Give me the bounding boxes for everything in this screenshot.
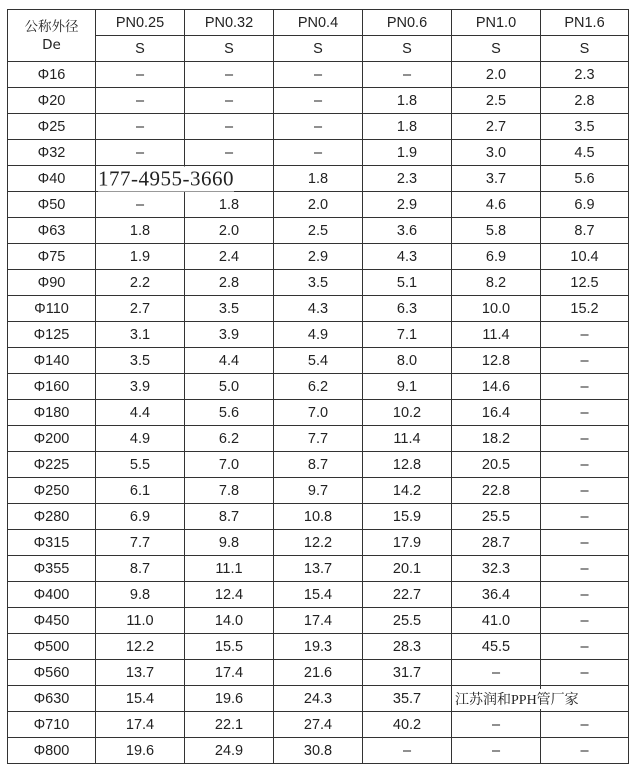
thickness-cell: –	[541, 348, 629, 374]
thickness-cell: 30.8	[274, 738, 363, 764]
table-row	[8, 296, 629, 322]
thickness-cell: –	[541, 556, 629, 582]
table-row	[8, 114, 629, 140]
thickness-cell: 3.1	[96, 322, 185, 348]
nominal-diameter-header	[8, 10, 96, 62]
thickness-cell: 2.8	[185, 270, 274, 296]
diameter-cell: Φ25	[8, 114, 96, 140]
thickness-cell: 4.6	[452, 192, 541, 218]
thickness-cell: 2.9	[363, 192, 452, 218]
diameter-cell: Φ200	[8, 426, 96, 452]
thickness-cell: 5.8	[452, 218, 541, 244]
thickness-cell: 6.3	[363, 296, 452, 322]
thickness-cell: 17.4	[185, 660, 274, 686]
pn-header: PN0.6	[363, 10, 452, 36]
table-row	[8, 582, 629, 608]
thickness-cell: –	[452, 738, 541, 764]
thickness-cell: 21.6	[274, 660, 363, 686]
diameter-cell: Φ110	[8, 296, 96, 322]
thickness-cell: 10.0	[452, 296, 541, 322]
thickness-cell: 8.7	[541, 218, 629, 244]
table-row	[8, 634, 629, 660]
thickness-cell: 3.6	[363, 218, 452, 244]
thickness-cell: 19.3	[274, 634, 363, 660]
thickness-cell: 1.9	[96, 244, 185, 270]
s-header: S	[363, 36, 452, 62]
thickness-cell: 2.8	[541, 88, 629, 114]
diameter-cell: Φ20	[8, 88, 96, 114]
thickness-cell: –	[541, 478, 629, 504]
table-row	[8, 166, 629, 192]
thickness-cell: 35.7	[363, 686, 452, 712]
thickness-cell: 9.1	[363, 374, 452, 400]
pn-header: PN0.32	[185, 10, 274, 36]
thickness-cell: 20.1	[363, 556, 452, 582]
thickness-cell: 22.8	[452, 478, 541, 504]
thickness-cell: 6.9	[96, 504, 185, 530]
thickness-cell: –	[452, 660, 541, 686]
thickness-cell: –	[96, 192, 185, 218]
thickness-cell: 7.0	[185, 452, 274, 478]
thickness-cell: 3.0	[452, 140, 541, 166]
thickness-cell: 2.5	[452, 88, 541, 114]
thickness-cell: –	[541, 530, 629, 556]
pn-header: PN0.4	[274, 10, 363, 36]
table-row	[8, 426, 629, 452]
thickness-cell: 14.0	[185, 608, 274, 634]
thickness-cell: 7.0	[274, 400, 363, 426]
thickness-cell: 7.7	[96, 530, 185, 556]
thickness-cell: 6.1	[96, 478, 185, 504]
s-header: S	[541, 36, 629, 62]
thickness-cell: 1.8	[274, 166, 363, 192]
thickness-cell: 40.2	[363, 712, 452, 738]
thickness-cell: 18.2	[452, 426, 541, 452]
diameter-cell: Φ630	[8, 686, 96, 712]
diameter-cell: Φ225	[8, 452, 96, 478]
thickness-cell: 1.8	[363, 88, 452, 114]
thickness-cell: –	[541, 738, 629, 764]
brand-overlay-cell	[452, 686, 579, 712]
thickness-cell: 6.9	[541, 192, 629, 218]
de-label: De	[42, 36, 61, 53]
thickness-cell: 12.5	[541, 270, 629, 296]
thickness-cell: 6.2	[185, 426, 274, 452]
thickness-cell: 10.4	[541, 244, 629, 270]
thickness-cell: 12.8	[363, 452, 452, 478]
thickness-cell: 25.5	[363, 608, 452, 634]
thickness-cell: 2.0	[452, 62, 541, 88]
table-row	[8, 738, 629, 764]
thickness-cell: –	[541, 322, 629, 348]
thickness-cell: –	[185, 88, 274, 114]
thickness-cell: 4.9	[96, 426, 185, 452]
thickness-cell: 7.1	[363, 322, 452, 348]
thickness-cell: –	[185, 62, 274, 88]
thickness-cell: 4.3	[274, 296, 363, 322]
thickness-cell: 13.7	[96, 660, 185, 686]
phone-overlay-cell	[96, 166, 234, 192]
thickness-cell: 11.0	[96, 608, 185, 634]
diameter-cell: Φ500	[8, 634, 96, 660]
nominal-diameter-label: 公称外径	[24, 18, 79, 35]
thickness-cell: 2.7	[452, 114, 541, 140]
diameter-cell: Φ125	[8, 322, 96, 348]
table-row	[8, 270, 629, 296]
thickness-cell: 14.2	[363, 478, 452, 504]
table-body	[8, 62, 629, 764]
table-row	[8, 660, 629, 686]
table-row	[8, 478, 629, 504]
thickness-cell: 5.6	[541, 166, 629, 192]
thickness-cell: –	[96, 62, 185, 88]
diameter-cell: Φ140	[8, 348, 96, 374]
table-row	[8, 244, 629, 270]
table-row	[8, 62, 629, 88]
thickness-cell: –	[96, 114, 185, 140]
diameter-cell: Φ450	[8, 608, 96, 634]
thickness-cell: 19.6	[185, 686, 274, 712]
thickness-cell: 3.5	[274, 270, 363, 296]
diameter-cell: Φ180	[8, 400, 96, 426]
thickness-cell: 12.8	[452, 348, 541, 374]
thickness-cell: 4.4	[96, 400, 185, 426]
thickness-cell: 4.5	[541, 140, 629, 166]
thickness-cell: 12.2	[96, 634, 185, 660]
thickness-cell: 24.3	[274, 686, 363, 712]
thickness-cell: 2.9	[274, 244, 363, 270]
wall-thickness-table	[7, 9, 629, 764]
table-row	[8, 192, 629, 218]
thickness-cell: 1.9	[363, 140, 452, 166]
thickness-cell: 27.4	[274, 712, 363, 738]
thickness-cell: 15.9	[363, 504, 452, 530]
phone-number-text: 177-4955-3660	[98, 166, 234, 190]
thickness-cell: 3.5	[541, 114, 629, 140]
thickness-cell: 14.6	[452, 374, 541, 400]
diameter-cell: Φ400	[8, 582, 96, 608]
thickness-cell: –	[274, 140, 363, 166]
thickness-cell: 15.5	[185, 634, 274, 660]
diameter-cell: Φ280	[8, 504, 96, 530]
thickness-cell: 11.1	[185, 556, 274, 582]
thickness-cell: 9.8	[96, 582, 185, 608]
thickness-cell: –	[96, 140, 185, 166]
thickness-cell: 6.9	[452, 244, 541, 270]
diameter-cell: Φ40	[8, 166, 96, 192]
thickness-cell: 3.9	[185, 322, 274, 348]
thickness-cell: 17.4	[96, 712, 185, 738]
thickness-cell: 15.4	[274, 582, 363, 608]
thickness-cell: –	[541, 504, 629, 530]
thickness-cell: 17.4	[274, 608, 363, 634]
thickness-cell: 8.7	[185, 504, 274, 530]
thickness-cell: 8.2	[452, 270, 541, 296]
thickness-cell: 22.1	[185, 712, 274, 738]
thickness-cell: –	[363, 62, 452, 88]
thickness-cell: –	[96, 88, 185, 114]
table-row	[8, 712, 629, 738]
thickness-cell: –	[541, 400, 629, 426]
thickness-cell: 45.5	[452, 634, 541, 660]
thickness-cell: 7.8	[185, 478, 274, 504]
brand-text: 江苏润和PPH管厂家	[455, 689, 579, 709]
thickness-cell: 12.2	[274, 530, 363, 556]
thickness-cell: 1.8	[96, 218, 185, 244]
table-row	[8, 348, 629, 374]
thickness-cell: 10.8	[274, 504, 363, 530]
table-row	[8, 686, 629, 712]
thickness-cell: –	[274, 114, 363, 140]
thickness-cell: –	[185, 114, 274, 140]
thickness-cell: 13.7	[274, 556, 363, 582]
thickness-cell: –	[185, 140, 274, 166]
thickness-cell: 17.9	[363, 530, 452, 556]
thickness-cell: –	[452, 712, 541, 738]
diameter-cell: Φ50	[8, 192, 96, 218]
thickness-cell: 9.8	[185, 530, 274, 556]
thickness-cell: 3.7	[452, 166, 541, 192]
thickness-cell: 10.2	[363, 400, 452, 426]
thickness-cell: 11.4	[452, 322, 541, 348]
thickness-cell: 25.5	[452, 504, 541, 530]
table-row	[8, 218, 629, 244]
thickness-cell: 4.9	[274, 322, 363, 348]
thickness-cell: 15.2	[541, 296, 629, 322]
thickness-cell: 4.3	[363, 244, 452, 270]
thickness-cell: 6.2	[274, 374, 363, 400]
thickness-cell: 2.0	[274, 192, 363, 218]
thickness-cell: 11.4	[363, 426, 452, 452]
thickness-cell: –	[541, 582, 629, 608]
thickness-cell: –	[541, 634, 629, 660]
thickness-cell: 28.3	[363, 634, 452, 660]
thickness-cell: 2.4	[185, 244, 274, 270]
table-row	[8, 322, 629, 348]
thickness-cell: 5.4	[274, 348, 363, 374]
s-header: S	[274, 36, 363, 62]
thickness-cell: 2.7	[96, 296, 185, 322]
diameter-cell: Φ800	[8, 738, 96, 764]
thickness-cell: –	[541, 426, 629, 452]
thickness-cell: 8.7	[96, 556, 185, 582]
diameter-cell: Φ32	[8, 140, 96, 166]
thickness-cell: –	[541, 660, 629, 686]
thickness-cell: 8.7	[274, 452, 363, 478]
s-header: S	[452, 36, 541, 62]
thickness-cell: 4.4	[185, 348, 274, 374]
thickness-cell: 9.7	[274, 478, 363, 504]
diameter-cell: Φ160	[8, 374, 96, 400]
diameter-cell: Φ75	[8, 244, 96, 270]
thickness-cell: 2.3	[363, 166, 452, 192]
thickness-cell: 20.5	[452, 452, 541, 478]
thickness-cell: –	[274, 88, 363, 114]
table-row	[8, 88, 629, 114]
thickness-cell: 2.5	[274, 218, 363, 244]
table-row	[8, 504, 629, 530]
thickness-cell: 7.7	[274, 426, 363, 452]
table-row	[8, 374, 629, 400]
thickness-cell: 24.9	[185, 738, 274, 764]
thickness-cell: 12.4	[185, 582, 274, 608]
diameter-cell: Φ16	[8, 62, 96, 88]
diameter-cell: Φ710	[8, 712, 96, 738]
thickness-cell: 5.6	[185, 400, 274, 426]
table-row	[8, 530, 629, 556]
wall-thickness-table-wrapper	[7, 9, 629, 764]
thickness-cell: –	[541, 452, 629, 478]
diameter-cell: Φ355	[8, 556, 96, 582]
thickness-cell: –	[541, 374, 629, 400]
thickness-cell: 28.7	[452, 530, 541, 556]
diameter-cell: Φ560	[8, 660, 96, 686]
thickness-cell: –	[363, 738, 452, 764]
thickness-cell: 15.4	[96, 686, 185, 712]
thickness-cell: –	[541, 712, 629, 738]
thickness-cell: 1.8	[363, 114, 452, 140]
table-row	[8, 556, 629, 582]
thickness-cell: 22.7	[363, 582, 452, 608]
thickness-cell: 41.0	[452, 608, 541, 634]
table-row	[8, 140, 629, 166]
table-row	[8, 608, 629, 634]
thickness-cell: 8.0	[363, 348, 452, 374]
thickness-cell: 2.3	[541, 62, 629, 88]
thickness-cell: 3.9	[96, 374, 185, 400]
s-header: S	[96, 36, 185, 62]
thickness-cell: 19.6	[96, 738, 185, 764]
s-header: S	[185, 36, 274, 62]
thickness-cell: 2.2	[96, 270, 185, 296]
table-row	[8, 452, 629, 478]
thickness-cell: 5.1	[363, 270, 452, 296]
table-row	[8, 400, 629, 426]
diameter-cell: Φ90	[8, 270, 96, 296]
thickness-cell: 5.0	[185, 374, 274, 400]
thickness-cell: –	[541, 608, 629, 634]
thickness-cell: 3.5	[185, 296, 274, 322]
thickness-cell: 2.0	[185, 218, 274, 244]
diameter-cell: Φ315	[8, 530, 96, 556]
pn-header: PN1.0	[452, 10, 541, 36]
thickness-cell: 3.5	[96, 348, 185, 374]
diameter-cell: Φ63	[8, 218, 96, 244]
thickness-cell: 16.4	[452, 400, 541, 426]
diameter-cell: Φ250	[8, 478, 96, 504]
thickness-cell: 1.8	[185, 192, 274, 218]
pn-header: PN0.25	[96, 10, 185, 36]
thickness-cell: 31.7	[363, 660, 452, 686]
thickness-cell: 32.3	[452, 556, 541, 582]
pn-header: PN1.6	[541, 10, 629, 36]
thickness-cell: 36.4	[452, 582, 541, 608]
table-header	[8, 10, 629, 62]
thickness-cell: –	[274, 62, 363, 88]
thickness-cell: 5.5	[96, 452, 185, 478]
